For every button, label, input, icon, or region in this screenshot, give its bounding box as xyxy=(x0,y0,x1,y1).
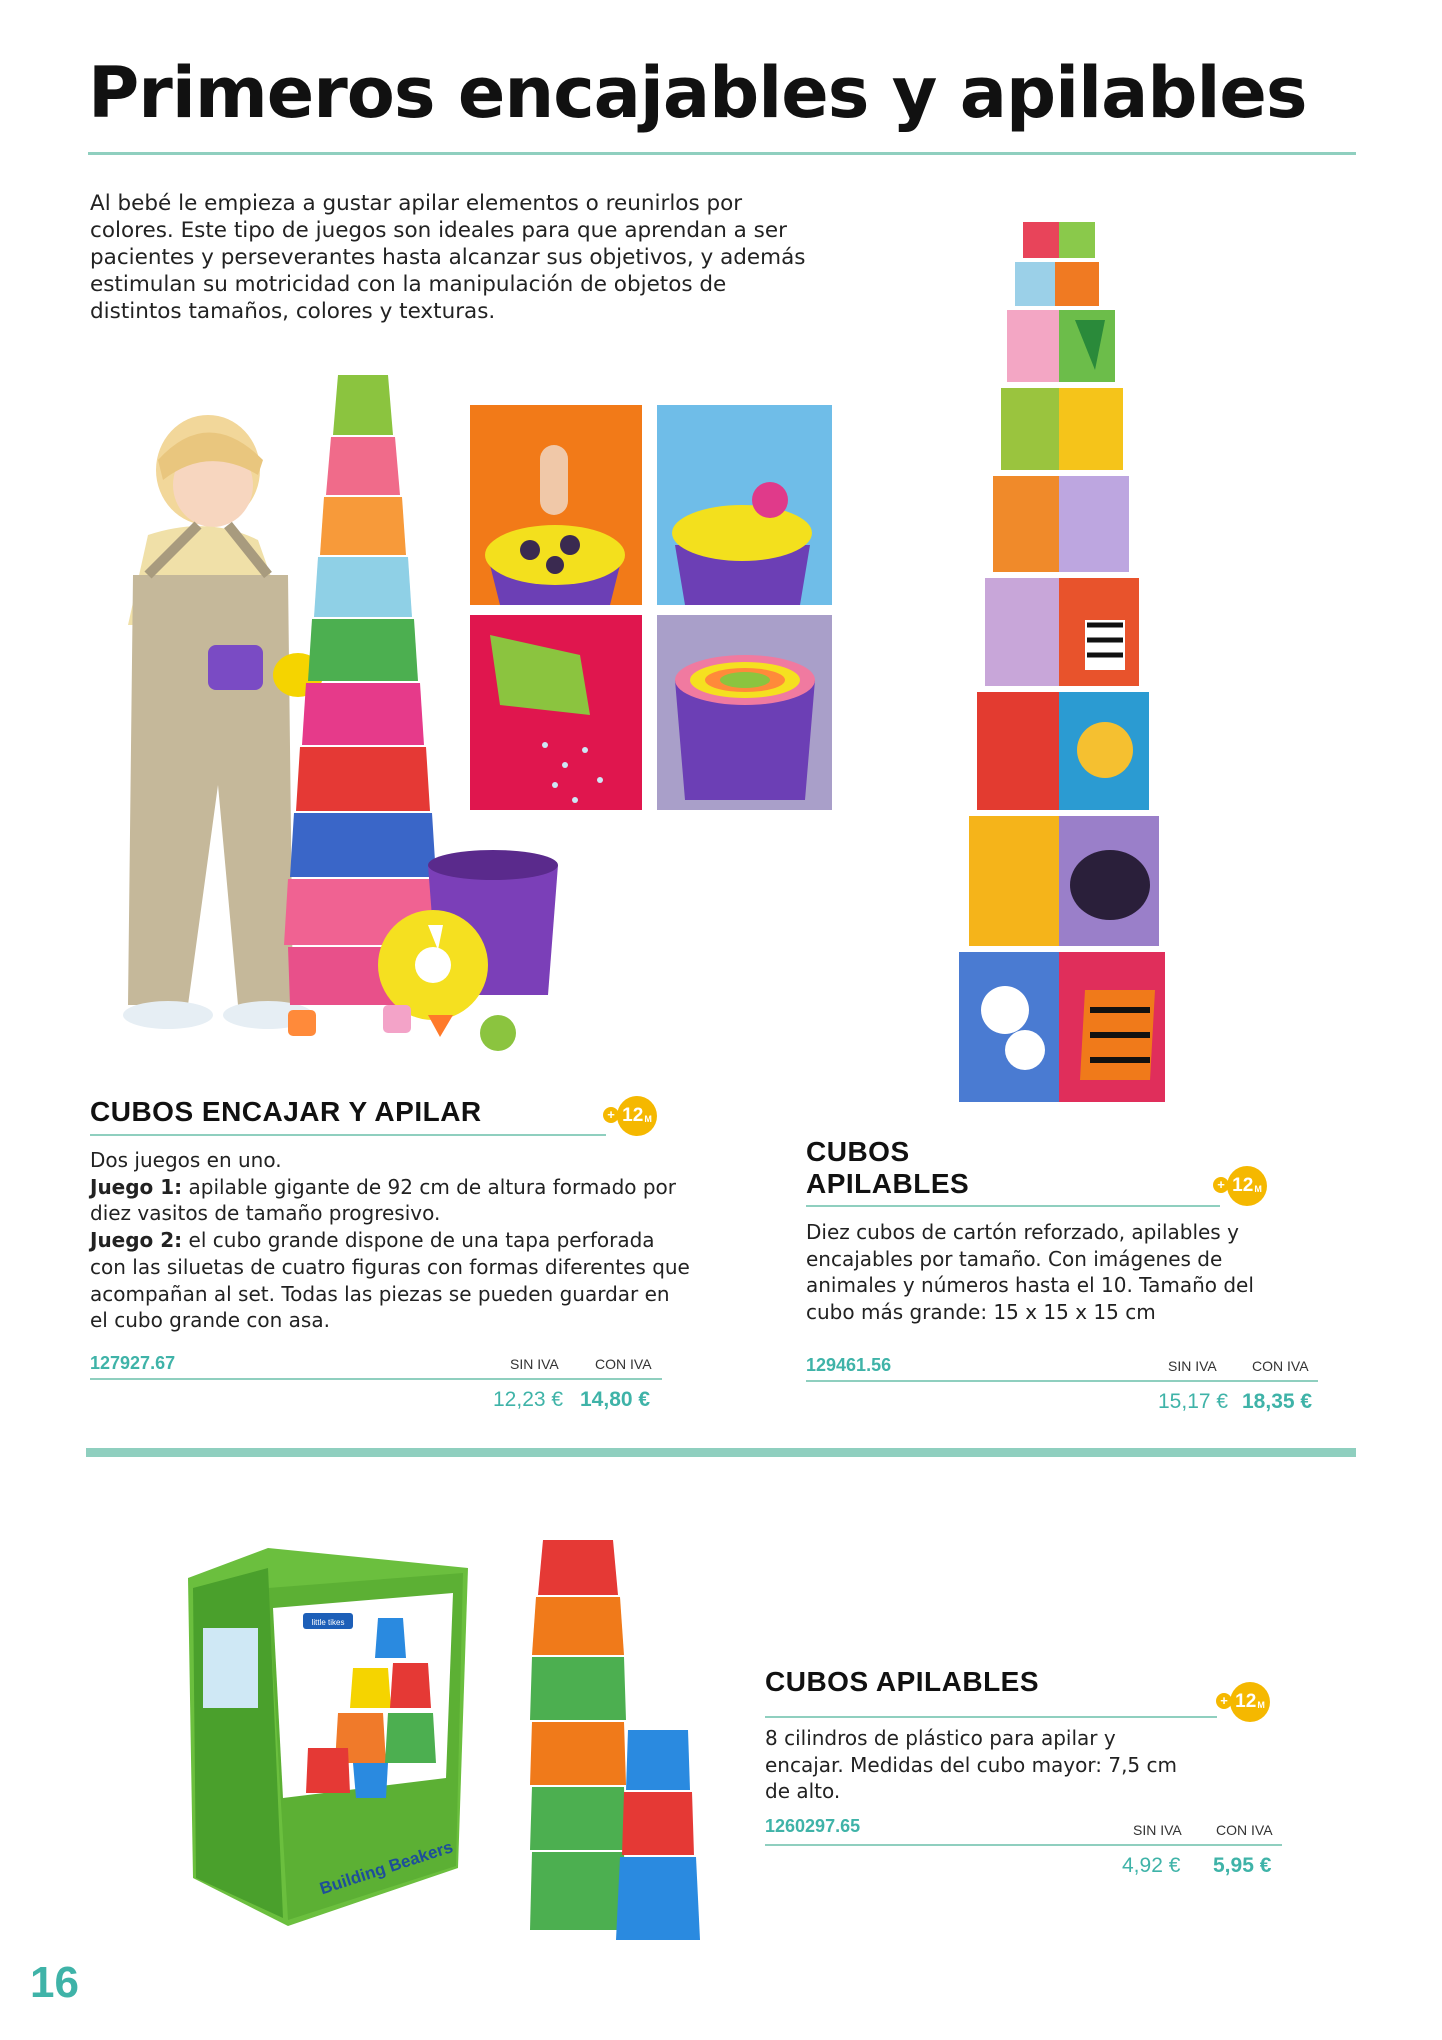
product-title: CUBOS APILABLES xyxy=(765,1666,1040,1697)
product-title-rule xyxy=(90,1134,606,1136)
product-code: 1260297.65 xyxy=(765,1816,861,1836)
price-rule xyxy=(806,1380,1318,1382)
page-title: Primeros encajables y apilables xyxy=(88,52,1307,134)
price-rule xyxy=(90,1378,662,1380)
page-number: 16 xyxy=(30,1958,79,2007)
price-rule xyxy=(765,1844,1282,1846)
product-title-rule xyxy=(765,1716,1217,1718)
bucket-detail-photos xyxy=(470,405,832,810)
plus-icon: + xyxy=(603,1107,619,1123)
price-con-iva: 18,35 € xyxy=(1242,1390,1313,1413)
plastic-beakers-photo xyxy=(528,1530,710,1970)
product-title: CUBOS ENCAJAR Y APILAR xyxy=(90,1096,482,1127)
product-title-rule xyxy=(806,1205,1220,1207)
box-brand: little tikes xyxy=(311,1618,345,1627)
con-iva-label: CON IVA xyxy=(1216,1822,1273,1838)
age-badge: + 12 M xyxy=(617,1096,657,1136)
price-sin-iva: 15,17 € xyxy=(1158,1390,1229,1413)
cup-tower xyxy=(284,375,442,1005)
product-code: 129461.56 xyxy=(806,1355,892,1375)
sin-iva-label: SIN IVA xyxy=(510,1356,559,1372)
age-badge: + 12 M xyxy=(1230,1682,1270,1722)
price-con-iva: 5,95 € xyxy=(1213,1854,1272,1877)
intro-paragraph: Al bebé le empieza a gustar apilar elementos o reunirlos por colores. Este tipo de juegos son ideales para que aprendan a ser pacientes y perseverantes hasta alcanzar sus objetivos, y además estimulan su motricidad con la manipulación de objetos de distintos tamaños, colores y texturas. xyxy=(90,191,806,324)
box-product-name: Building Beakers xyxy=(317,1837,456,1899)
price-sin-iva: 12,23 € xyxy=(493,1388,564,1411)
product-code: 127927.67 xyxy=(90,1353,176,1373)
con-iva-label: CON IVA xyxy=(1252,1358,1309,1374)
cardboard-cubes-photo xyxy=(955,220,1170,1145)
price-con-iva: 14,80 € xyxy=(580,1388,651,1411)
cube-stack xyxy=(959,222,1165,1102)
product-description: Diez cubos de cartón reforzado, apilables y encajables por tamaño. Con imágenes de animales y números hasta el 10. Tamaño del cubo más grande: 15 x 15 x 15 cm xyxy=(806,1220,1254,1325)
sin-iva-label: SIN IVA xyxy=(1168,1358,1217,1374)
building-beakers-box-photo xyxy=(188,1548,470,1926)
product-description: 8 cilindros de plástico para apilar y encajar. Medidas del cubo mayor: 7,5 cm de alto. xyxy=(765,1726,1177,1804)
age-badge: + 12 M xyxy=(1227,1166,1267,1206)
plus-icon: + xyxy=(1213,1177,1229,1193)
plus-icon: + xyxy=(1216,1693,1232,1709)
product-title: CUBOS APILABLES xyxy=(806,1136,970,1199)
con-iva-label: CON IVA xyxy=(595,1356,652,1372)
product-description: Dos juegos en uno. Juego 1: apilable gigante de 92 cm de altura formado por diez vasitos de tamaño progresivo. Juego 2: el cubo grande dispone de una tapa perforada con las siluetas de cuatro figuras con formas diferentes que acompañan al set. Todas las piezas se pueden guardar en el cubo grande con asa. xyxy=(90,1148,690,1333)
title-divider xyxy=(88,152,1356,155)
section-divider xyxy=(86,1448,1356,1457)
price-sin-iva: 4,92 € xyxy=(1122,1854,1181,1877)
sin-iva-label: SIN IVA xyxy=(1133,1822,1182,1838)
